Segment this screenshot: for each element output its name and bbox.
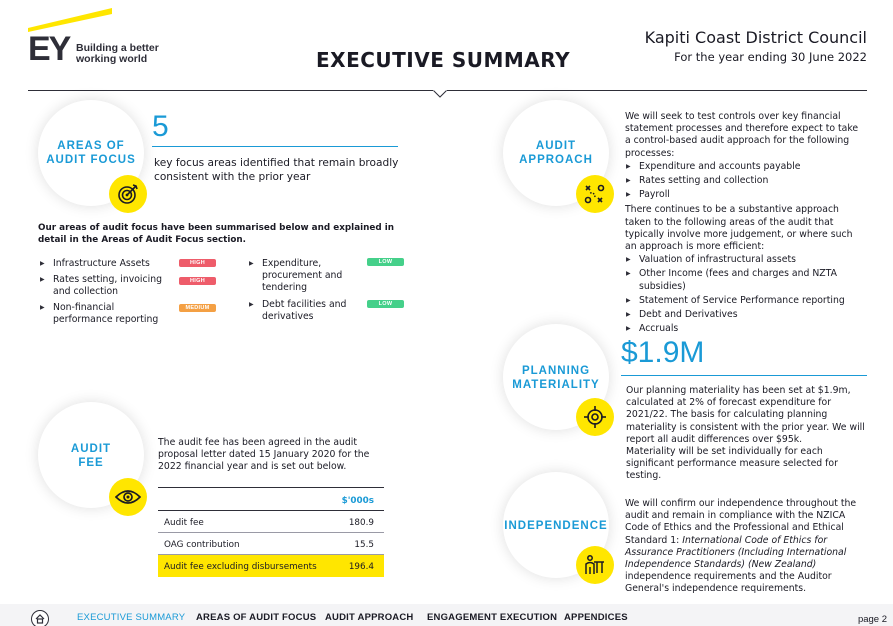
target-icon	[109, 175, 147, 213]
list-item: ▶ Rates setting, invoicing and collection	[39, 274, 169, 298]
focus-stat-text: key focus areas identified that remain broadly consistent with the prior year	[154, 157, 399, 183]
home-icon[interactable]	[31, 610, 49, 626]
list-item: ▶ Debt and Derivatives	[625, 309, 865, 321]
controls-list	[625, 161, 865, 202]
fee-total-row: Audit fee excluding disbursements 196.4	[158, 555, 384, 577]
header-rule	[28, 90, 867, 91]
client-name: Kapiti Coast District Council	[644, 28, 867, 47]
rating-badge: HIGH	[179, 259, 216, 267]
focus-area-count: 5	[152, 110, 169, 143]
independence-label: INDEPENDENCE	[504, 520, 608, 532]
strategy-icon	[576, 175, 614, 213]
nav-engagement-execution[interactable]: ENGAGEMENT EXECUTION	[427, 612, 558, 623]
rating-badge: LOW	[367, 258, 404, 266]
list-item: ▶ Debt facilities and derivatives	[248, 299, 358, 323]
list-item: ▶ Payroll	[625, 189, 865, 201]
table-row: OAG contribution 15.5	[158, 533, 384, 555]
focus-list-right	[248, 258, 358, 323]
approach-label: AUDIT APPROACH	[519, 140, 593, 166]
list-item: ▶ Statement of Service Performance reporting	[625, 295, 865, 307]
list-item: ▶ Non-financial performance reporting	[39, 302, 169, 326]
rating-badge: LOW	[367, 300, 404, 308]
nav-audit-approach[interactable]: AUDIT APPROACH	[325, 612, 414, 623]
ey-wordmark: EY	[28, 30, 70, 68]
areas-label: AREAS OF AUDIT FOCUS	[46, 140, 136, 166]
nav-executive-summary[interactable]: EXECUTIVE SUMMARY	[77, 612, 186, 623]
substantive-list	[625, 254, 865, 335]
list-item: ▶ Valuation of infrastructural assets	[625, 254, 865, 266]
list-item: ▶ Expenditure and accounts payable	[625, 161, 865, 173]
focus-intro: Our areas of audit focus have been summarised below and explained in detail in the Areas of Audit Focus section.	[38, 223, 395, 245]
page-title: EXECUTIVE SUMMARY	[316, 48, 571, 72]
reporting-period: For the year ending 30 June 2022	[674, 50, 867, 64]
fee-intro: The audit fee has been agreed in the audit proposal letter dated 15 January 2020 for the 2022 financial year and is set out below.	[158, 437, 370, 473]
independence-text: We will confirm our independence throughout the audit and remain in compliance with the NZICA Code of Ethics and the Professional and Ethical Standard 1: International Code of Ethics for Assurance Practitioners (Including International Independence Standards) (New Zealand) independence requirements and the Auditor General's independence requirements.	[625, 498, 857, 595]
focus-stat-rule	[152, 146, 398, 147]
materiality-label: PLANNING MATERIALITY	[512, 365, 600, 391]
eye-icon	[109, 478, 147, 516]
ey-tagline: Building a better working world	[76, 42, 159, 65]
table-row: Audit fee 180.9	[158, 511, 384, 533]
rating-badge: HIGH	[179, 277, 216, 285]
list-item: ▶ Accruals	[625, 323, 865, 335]
materiality-text: Our planning materiality has been set at $1.9m, calculated at 2% of forecast expenditure for 2021/22. The basis for calculating planning materiality is consistent with the prior year. We will report all audit differences over $95k. Materiality will be set individually for each significant performance measure selected for testing.	[626, 385, 865, 482]
fee-table-header	[158, 487, 384, 511]
independence-icon	[576, 546, 614, 584]
fee-label: AUDIT FEE	[70, 443, 112, 469]
ey-logo	[28, 8, 158, 66]
materiality-stat: $1.9M	[621, 336, 705, 369]
nav-appendices[interactable]: APPENDICES	[564, 612, 628, 623]
focus-list-left	[39, 258, 169, 326]
list-item: ▶ Expenditure, procurement and tendering	[248, 258, 358, 295]
header-caret-icon	[433, 90, 447, 98]
list-item: ▶ Infrastructure Assets	[39, 258, 169, 270]
materiality-stat-rule	[621, 375, 867, 376]
nav-areas-of-audit-focus[interactable]: AREAS OF AUDIT FOCUS	[196, 612, 317, 623]
fee-unit-header: $'000s	[341, 496, 374, 506]
page-number: page 2	[857, 614, 887, 625]
list-item: ▶ Rates setting and collection	[625, 175, 865, 187]
crosshair-icon	[576, 398, 614, 436]
list-item: ▶ Other Income (fees and charges and NZTA subsidies)	[625, 268, 865, 292]
approach-text: We will seek to test controls over key financial statement processes and therefore expect to take a control-based audit approach for the following processes: ▶ Expenditure and accounts payable ▶ Rates setting and collection ▶ Payroll There continues to be a substantive approach taken to the following areas of the audit that typically involve more judgement, or where such an approach is more efficient: ▶ Valuation of infrastructural assets ▶ Other Income (fees and charges and NZTA subsidies) ▶ Statement of Service Performance reporting ▶ Debt and Derivatives ▶ Accruals	[625, 111, 865, 335]
rating-badge: MEDIUM	[179, 304, 216, 312]
fee-table	[158, 487, 384, 577]
